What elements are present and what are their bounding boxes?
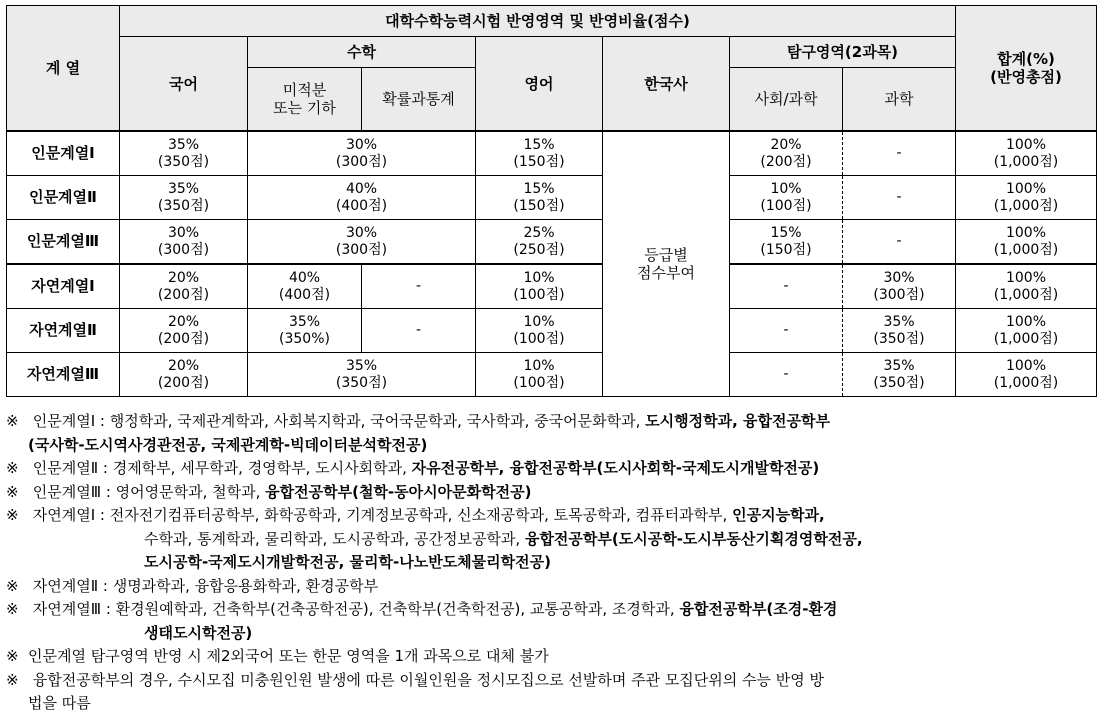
social-cell: 20% (200점) bbox=[730, 131, 843, 176]
english-cell: 10% (100점) bbox=[476, 309, 603, 353]
note-bold-text: 융합전공학부(도시공학-도시부동산기획경영학전공, bbox=[524, 529, 863, 548]
note-label: 인문계열Ⅲ : bbox=[28, 482, 116, 501]
total-cell: 100% (1,000점) bbox=[956, 353, 1097, 397]
korean-cell: 20% (200점) bbox=[120, 309, 248, 353]
note-humanities-1 bbox=[6, 410, 1098, 457]
note-text: 영어영문학과, 철학과, bbox=[115, 482, 266, 501]
header-social: 사회/과학 bbox=[730, 68, 843, 132]
note-science-2 bbox=[6, 575, 1098, 599]
math-calc-cell: 40% (400점) bbox=[248, 264, 362, 309]
note-text: 생명과학과, 융합응용화학과, 환경공학부 bbox=[112, 576, 379, 595]
science-cell: - bbox=[843, 220, 956, 265]
header-math: 수학 bbox=[248, 37, 476, 68]
note-text: 법을 따름 bbox=[28, 694, 91, 712]
header-english: 영어 bbox=[476, 37, 603, 132]
table-row bbox=[7, 131, 1097, 176]
table-row bbox=[7, 220, 1097, 265]
science-cell: 35% (350점) bbox=[843, 353, 956, 397]
math-cell: 40% (400점) bbox=[248, 176, 476, 220]
table-row bbox=[7, 353, 1097, 397]
note-label: 인문계열Ⅱ : bbox=[28, 459, 113, 477]
social-cell: - bbox=[730, 353, 843, 397]
science-cell: 35% (350점) bbox=[843, 309, 956, 353]
score-ratio-table bbox=[6, 5, 1097, 397]
math-cell: 30% (300점) bbox=[248, 131, 476, 176]
social-cell: - bbox=[730, 309, 843, 353]
science-cell: - bbox=[843, 131, 956, 176]
table-row bbox=[7, 264, 1097, 309]
math-cell: 35% (350점) bbox=[248, 353, 476, 397]
note-label: 자연계열Ⅱ : bbox=[28, 576, 113, 595]
korean-cell: 30% (300점) bbox=[120, 220, 248, 265]
note-bold-text: 도시행정학과, 융합전공학부 bbox=[645, 412, 830, 430]
note-mark: ※ bbox=[6, 459, 19, 477]
total-cell: 100% (1,000점) bbox=[956, 264, 1097, 309]
header-group: 계 열 bbox=[7, 6, 120, 132]
note-bold-text: 융합전공학부(조경-환경 bbox=[679, 600, 838, 618]
note-label: 인문계열Ⅰ : bbox=[28, 412, 110, 430]
korean-cell: 35% (350점) bbox=[120, 176, 248, 220]
note-convergence bbox=[6, 669, 1098, 716]
header-science: 과학 bbox=[843, 68, 956, 132]
science-cell: - bbox=[843, 176, 956, 220]
notes-section bbox=[6, 410, 1098, 716]
note-text: 수학과, 통계학과, 물리학과, 도시공학과, 공간정보공학과, bbox=[144, 529, 525, 548]
korean-cell: 35% (350점) bbox=[120, 131, 248, 176]
social-cell: 10% (100점) bbox=[730, 176, 843, 220]
note-mark: ※ bbox=[6, 412, 19, 430]
english-cell: 15% (150점) bbox=[476, 131, 603, 176]
korean-cell: 20% (200점) bbox=[120, 264, 248, 309]
social-cell: 15% (150점) bbox=[730, 220, 843, 265]
note-bold-text: 도시공학-국제도시개발학전공, 물리학-나노반도체물리학전공) bbox=[144, 553, 551, 571]
note-bold-text: 융합전공학부(철학-동아시아문화학전공) bbox=[265, 482, 532, 501]
header-top: 대학수학능력시험 반영영역 및 반영비율(점수) bbox=[120, 6, 956, 37]
header-math-calc: 미적분 또는 기하 bbox=[248, 68, 362, 132]
note-bold-text: 생태도시학전공) bbox=[144, 623, 253, 642]
science-cell: 30% (300점) bbox=[843, 264, 956, 309]
english-cell: 25% (250점) bbox=[476, 220, 603, 265]
math-stats-cell: - bbox=[362, 264, 476, 309]
social-cell: - bbox=[730, 264, 843, 309]
total-cell: 100% (1,000점) bbox=[956, 131, 1097, 176]
note-mark: ※ bbox=[6, 647, 19, 665]
row-name: 인문계열Ⅲ bbox=[7, 220, 120, 265]
korean-cell: 20% (200점) bbox=[120, 353, 248, 397]
total-cell: 100% (1,000점) bbox=[956, 220, 1097, 265]
note-text: 행정학과, 국제관계학과, 사회복지학과, 국어국문학과, 국사학과, 중국어문화학과, bbox=[109, 412, 646, 430]
row-name: 자연계열Ⅰ bbox=[7, 264, 120, 309]
row-name: 자연계열Ⅲ bbox=[7, 353, 120, 397]
row-name: 인문계열Ⅱ bbox=[7, 176, 120, 220]
note-humanities-2 bbox=[6, 457, 1098, 481]
math-stats-cell: - bbox=[362, 309, 476, 353]
note-science-3 bbox=[6, 598, 1098, 645]
total-cell: 100% (1,000점) bbox=[956, 309, 1097, 353]
note-label: 자연계열Ⅲ : bbox=[28, 600, 116, 618]
note-humanities-3 bbox=[6, 481, 1098, 505]
note-text: 인문계열 탐구영역 반영 시 제2외국어 또는 한문 영역을 1개 과목으로 대체 불가 bbox=[28, 647, 549, 665]
header-inquiry: 탐구영역(2과목) bbox=[730, 37, 956, 68]
row-name: 자연계열Ⅱ bbox=[7, 309, 120, 353]
total-cell: 100% (1,000점) bbox=[956, 176, 1097, 220]
header-total: 합계(%) (반영총점) bbox=[956, 6, 1097, 132]
note-text: 전자전기컴퓨터공학부, 화학공학과, 기계정보공학과, 신소재공학과, 토목공학과, 컴퓨터과학부, bbox=[109, 506, 733, 524]
english-cell: 10% (100점) bbox=[476, 353, 603, 397]
row-name: 인문계열Ⅰ bbox=[7, 131, 120, 176]
english-cell: 15% (150점) bbox=[476, 176, 603, 220]
math-calc-cell: 35% (350%) bbox=[248, 309, 362, 353]
note-mark: ※ bbox=[6, 600, 19, 618]
note-science-1 bbox=[6, 504, 1098, 575]
history-cell: 등급별 점수부여 bbox=[603, 131, 730, 397]
note-text: 융합전공학부의 경우, 수시모집 미충원인원 발생에 따른 이월인원을 정시모집으로 선발하며 주관 모집단위의 수능 반영 방 bbox=[28, 670, 825, 689]
note-mark: ※ bbox=[6, 506, 19, 524]
note-label: 자연계열Ⅰ : bbox=[28, 506, 110, 524]
header-history: 한국사 bbox=[603, 37, 730, 132]
header-math-stats: 확률과통계 bbox=[362, 68, 476, 132]
english-cell: 10% (100점) bbox=[476, 264, 603, 309]
note-bold-text: 자유전공학부, 융합전공학부(도시사회학-국제도시개발학전공) bbox=[411, 459, 820, 477]
math-cell: 30% (300점) bbox=[248, 220, 476, 265]
header-korean: 국어 bbox=[120, 37, 248, 132]
note-bold-text: (국사학-도시역사경관전공, 국제관계학-빅데이터분석학전공) bbox=[28, 435, 428, 454]
note-bold-text: 인공지능학과, bbox=[732, 506, 825, 524]
note-mark: ※ bbox=[6, 576, 19, 595]
table-row bbox=[7, 309, 1097, 353]
note-substitution bbox=[6, 645, 1098, 669]
table-row bbox=[7, 176, 1097, 220]
note-text: 경제학부, 세무학과, 경영학부, 도시사회학과, bbox=[112, 459, 412, 477]
note-mark: ※ bbox=[6, 482, 19, 501]
note-text: 환경원예학과, 건축학부(건축공학전공), 건축학부(건축학전공), 교통공학과, 조경학과, bbox=[115, 600, 680, 618]
note-mark: ※ bbox=[6, 670, 19, 689]
